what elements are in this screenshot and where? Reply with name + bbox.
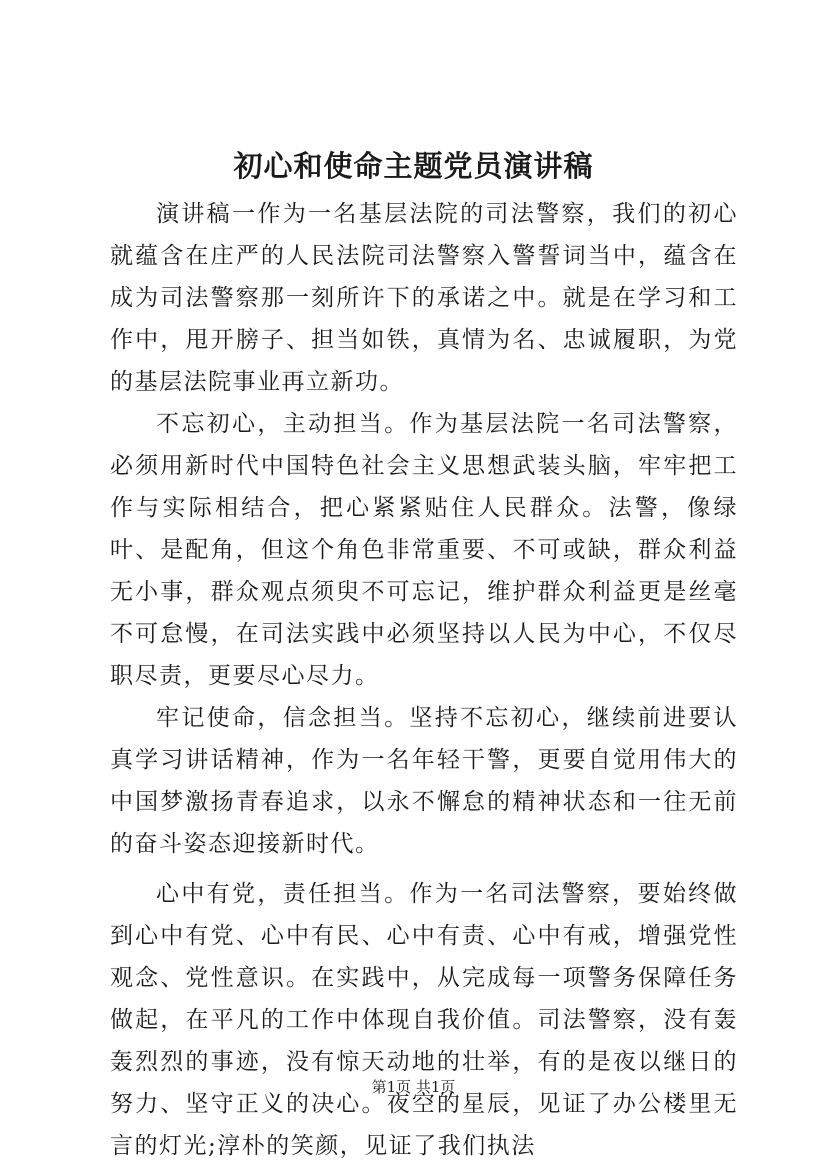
document-body <box>110 193 738 1167</box>
page-footer: 第1页 共1页 <box>371 1078 456 1096</box>
paragraph-1: 演讲稿一作为一名基层法院的司法警察，我们的初心就蕴含在庄严的人民法院司法警察入警誓词当中，蕴含在成为司法警察那一刻所许下的承诺之中。就是在学习和工作中，甩开膀子、担当如铁，真情为名、忠诚履职，为党的基层法院事业再立新功。 <box>110 201 738 395</box>
paragraph-3: 牢记使命，信念担当。坚持不忘初心，继续前进要认真学习讲话精神，作为一名年轻干警，更要自觉用伟大的中国梦激扬青春追求，以永不懈怠的精神状态和一往无前的奋斗姿态迎接新时代。 <box>110 705 738 857</box>
paragraph-4: 心中有党，责任担当。作为一名司法警察，要始终做到心中有党、心中有民、心中有责、心中有戒，增强党性观念、党性意识。在实践中，从完成每一项警务保障任务做起，在平凡的工作中体现自我价值。司法警察，没有轰轰烈烈的事迹，没有惊天动地的壮举，有的是夜以继日的努力、坚守正义的决心。夜空的星辰，见证了办公楼里无言的灯光;淳朴的笑颜，见证了我们执法 <box>110 881 738 1159</box>
document-title: 初心和使命主题党员演讲稿 <box>233 149 594 183</box>
paragraph-2: 不忘初心，主动担当。作为基层法院一名司法警察，必须用新时代中国特色社会主义思想武装头脑，牢牢把工作与实际相结合，把心紧紧贴住人民群众。法警，像绿叶、是配角，但这个角色非常重要、不可或缺，群众利益无小事，群众观点须臾不可忘记，维护群众利益更是丝毫不可怠慢，在司法实践中必须坚持以人民为中心，不仅尽职尽责，更要尽心尽力。 <box>110 411 738 689</box>
